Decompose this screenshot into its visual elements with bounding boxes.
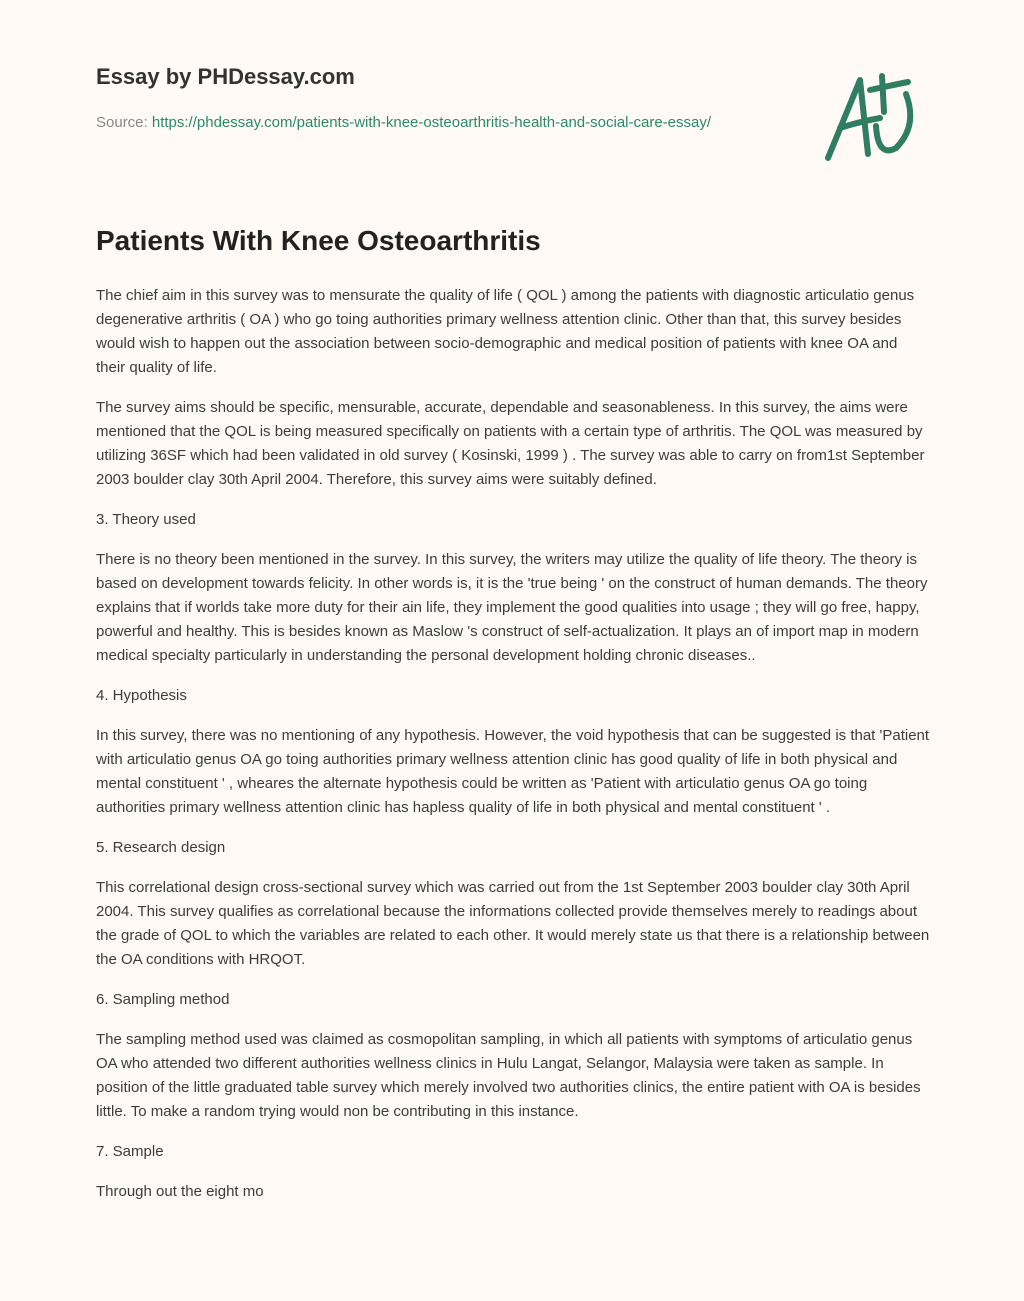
paragraph: This correlational design cross-sectional survey which was carried out from the 1st September 2003 boulder clay 30th April 2004. This survey qualifies as correlational because the informations collected provide themselves merely to readings about the grade of QOL to which the variables are related to each other. It would merely state us that there is a relationship between the OA conditions with HRQOT. xyxy=(96,879,930,968)
section-heading: 7. Sample xyxy=(96,1143,164,1160)
article-title: Patients With Knee Osteoarthritis xyxy=(96,225,541,256)
section-heading: 5. Research design xyxy=(96,839,226,856)
paragraph: The survey aims should be specific, mensurable, accurate, dependable and seasonableness. In this survey, the aims were mentioned that the QOL is being measured specifically on patients with a certain type of arthritis. The QOL was measured by utilizing 36SF which had been validated in old survey ( Kosinski, 1999 ) . The survey was able to carry on from1st September 2003 boulder clay 30th April 2004. Therefore, this survey aims were suitably defined. xyxy=(96,399,925,488)
paragraph: The chief aim in this survey was to mensurate the quality of life ( QOL ) among the patients with diagnostic articulatio genus degenerative arthritis ( OA ) who go toing authorities primary wellness attention clinic. Other than that, this survey besides would wish to happen out the association between socio-demographic and medical position of patients with knee OA and their quality of life. xyxy=(96,287,915,376)
source-label: Source: xyxy=(96,114,148,131)
site-title: Essay by PHDessay.com xyxy=(96,64,355,89)
section-heading: 3. Theory used xyxy=(96,511,196,528)
paragraph: The sampling method used was claimed as cosmopolitan sampling, in which all patients with symptoms of articulatio genus OA who attended two different authorities wellness clinics in Hulu Langat, Selangor, Malaysia were taken as sample. In position of the little graduated table survey which merely involved two authorities clinics, the entire patient with OA is besides little. To make a random trying would non be contributing in this instance. xyxy=(96,1031,921,1120)
paragraph: In this survey, there was no mentioning of any hypothesis. However, the void hypothesis that can be suggested is that 'Patient with articulatio genus OA go toing authorities primary wellness attention clinic has good quality of life in both physical and mental constituent ' , wheares the alternate hypothesis could be written as 'Patient with articulatio genus OA go toing authorities primary wellness attention clinic has hapless quality of life in both physical and mental constituent ' . xyxy=(96,727,930,816)
source-line xyxy=(96,111,776,135)
paragraph: Through out the eight mo xyxy=(96,1183,264,1200)
paragraph: There is no theory been mentioned in the survey. In this survey, the writers may utilize the quality of life theory. The theory is based on development towards felicity. In other words is, it is the 'true being ' on the construct of human demands. The theory explains that if worlds take more duty for their ain life, they implement the good qualities into usage ; they will go free, happy, powerful and healthy. This is besides known as Maslow 's construct of self-actualization. It plays an of import map in modern medical specialty particularly in understanding the personal development holding chronic diseases.. xyxy=(96,551,928,664)
source-link[interactable]: https://phdessay.com/patients-with-knee-osteoarthritis-health-and-social-care-essay/ xyxy=(151,114,712,131)
section-heading: 4. Hypothesis xyxy=(96,687,187,704)
article-body xyxy=(96,284,930,1220)
section-heading: 6. Sampling method xyxy=(96,991,230,1008)
a-plus-logo xyxy=(818,66,928,166)
